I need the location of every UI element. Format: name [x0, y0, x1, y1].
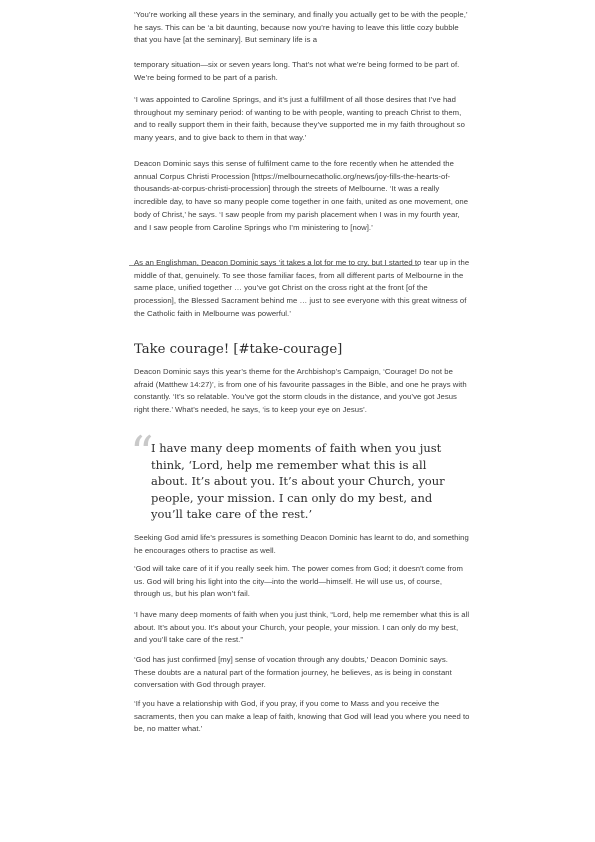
body-paragraph: Deacon Dominic says this year’s theme for the Archbishop’s Campaign, ‘Courage! Do not be afraid (Matthew 14:27)’, is from one of his favourite passages in the Bible, and one he prays with constantly. ‘It’s so relatable. You’ve got the storm clouds in the distance, and you’ve got Jesus right there.’ What’s needed, he says, ‘is to keep your eye on Jesus’. — [134, 367, 467, 415]
quote-mark-icon: “ — [130, 426, 154, 480]
body-paragraph: ‘If you have a relationship with God, if you pray, if you come to Mass and you receive the sacraments, then you can make a leap of faith, knowing that God will lead you where you need to be, no matter what.’ — [134, 699, 470, 734]
body-paragraph: ‘God has just confirmed [my] sense of vocation through any doubts,’ Deacon Dominic says. These doubts are a natural part of the formation journey, he believes, as is being in constant conversation with God through prayer. — [134, 655, 452, 690]
body-paragraph: As an Englishman, Deacon Dominic says ‘it takes a lot for me to cry, but I started to tear up in the middle of that, genuinely. To see those familiar faces, from all different parts of Melbourne in the same place, unified together … you’ve got Christ on the cross right at the front [of the procession], the Blessed Sacrament behind me … just to see everyone with this great witness of the Catholic faith in Melbourne was powerful.’ — [134, 258, 470, 318]
body-paragraph: ‘God will take care of it if you really seek him. The power comes from God; it doesn’t come from us. God will bring his light into the city—into the world—himself. He will use us, of course, through us, but his plan won’t fail. — [134, 564, 463, 599]
body-paragraph: ‘I have many deep moments of faith when you just think, “Lord, help me remember what this is all about. It’s about you. It’s about your Church, your people, your mission. I can only do my best, and you’ll take care of the rest.” — [134, 610, 470, 645]
body-paragraph: ‘You’re working all these years in the seminary, and finally you actually get to be with the people,’ he says. This can be ‘a bit daunting, because now you’re having to leave this little cozy bubble that you have [at the seminary]. But seminary life is a — [134, 10, 468, 45]
body-paragraph: temporary situation—six or seven years long. That’s not what we’re being formed to be part of. We’re being formed to be part of a parish. — [134, 60, 460, 82]
body-paragraph: ‘I was appointed to Caroline Springs, and it’s just a fulfillment of all those desires that I’ve had throughout my seminary period: of wanting to be with people, wanting to preach Christ to them, and to really support them in their faith, because they’ve supported me in my faith throughout so many years, and to give back to them in that way.’ — [134, 95, 465, 143]
body-paragraph: Deacon Dominic says this sense of fulfilment came to the fore recently when he attended the annual Corpus Christi Procession [https://melbournecatholic.org/news/joy-fills-the-hearts-of-thousands-at-corpus-christi-procession] through the streets of Melbourne. ‘It was a really incredible day, to have so many people come together in one faith, united as one movement, one body of Christ,’ he says. ‘I saw people from my parish placement when I was in my fourth year, and I saw people from Caroline Springs who I’m ministering to [now].’ — [134, 159, 469, 232]
section-heading: Take courage! [#take-courage] — [134, 342, 343, 357]
body-paragraph: Seeking God amid life’s pressures is something Deacon Dominic has learnt to do, and something he encourages others to practise as well. — [134, 533, 469, 555]
pull-quote: I have many deep moments of faith when you just think, ‘Lord, help me remember what this is all about. It’s about you. It’s about your Church, your people, your mission. I can only do my best, and you’ll take care of the rest.’ — [151, 441, 445, 521]
